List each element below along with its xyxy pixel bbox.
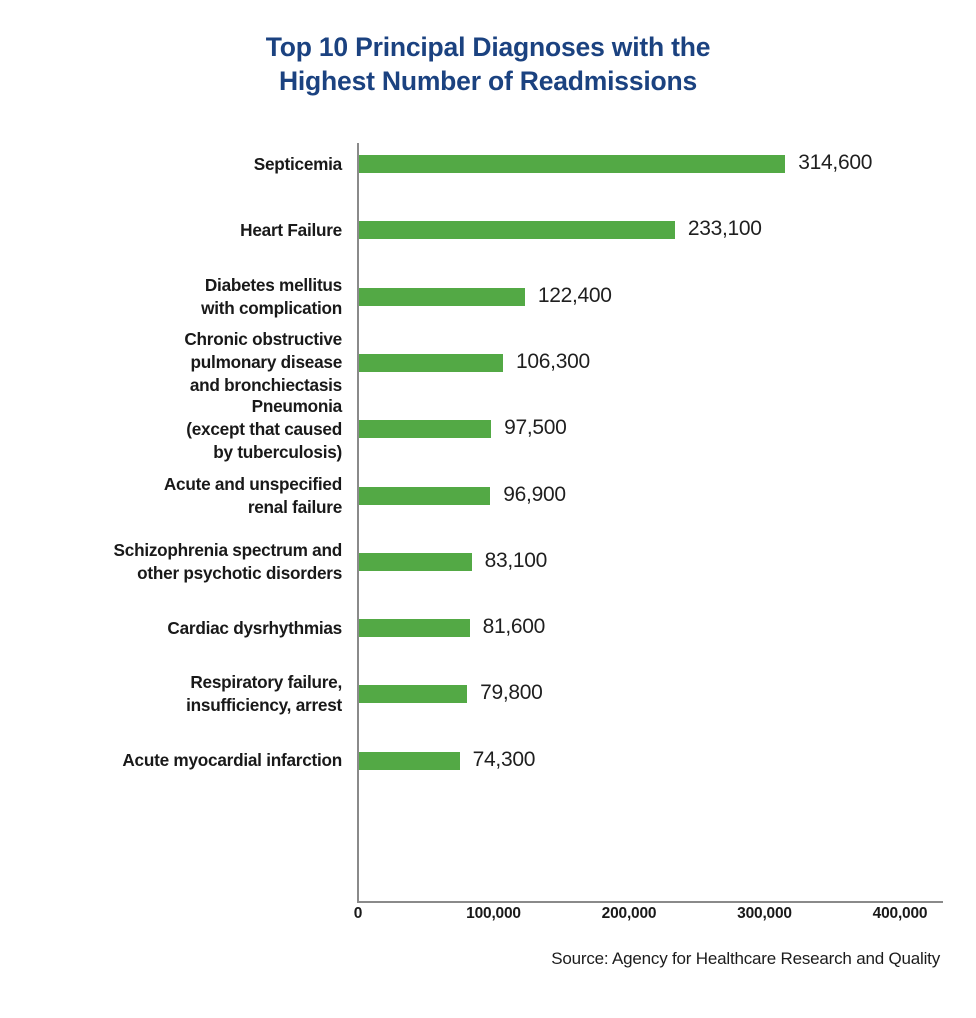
bar-row (0, 603, 976, 669)
bar-value-label: 79,800 (480, 681, 543, 705)
bar[interactable] (359, 221, 675, 239)
bar-category-label: Acute and unspecified renal failure (163, 473, 342, 517)
bar-value-label: 106,300 (516, 349, 590, 373)
bar[interactable] (359, 155, 785, 173)
bar[interactable] (359, 619, 470, 637)
x-axis-tick-label: 400,000 (872, 905, 928, 922)
bar-row (0, 736, 976, 802)
bar-row (0, 537, 976, 603)
bar-value-label: 122,400 (537, 283, 612, 307)
bar-category-label: Heart Failure (240, 219, 342, 240)
x-axis-tick-label: 300,000 (737, 905, 792, 922)
chart-title-line-2: Highest Number of Readmissions (278, 66, 698, 96)
bar[interactable] (359, 752, 460, 770)
bar[interactable] (359, 487, 490, 505)
bar-row (0, 205, 976, 271)
bar-value-label: 81,600 (482, 615, 545, 639)
bar-row (0, 395, 976, 470)
bar-value-label: 96,900 (503, 482, 566, 506)
chart-title-line-1: Top 10 Principal Diagnoses with the (265, 32, 711, 62)
bar-category-label: Chronic obstructive pulmonary disease and bronchiectasis (184, 329, 342, 396)
bar-category-label: Respiratory failure, insufficiency, arrest (186, 672, 342, 716)
bar-category-label: Schizophrenia spectrum and other psychotic disorders (113, 539, 342, 583)
bar-category-label: Cardiac dysrhythmias (167, 617, 342, 638)
bar[interactable] (359, 354, 503, 372)
bar-value-label: 74,300 (472, 747, 536, 771)
bar[interactable] (359, 553, 472, 571)
bar-category-label: Septicemia (253, 153, 342, 174)
x-axis-line (357, 901, 943, 903)
bar-category-label: Diabetes mellitus with complication (201, 274, 342, 318)
bar[interactable] (359, 420, 491, 438)
x-axis-tick-label: 0 (353, 905, 363, 922)
source-note: Source: Agency for Healthcare Research and Quality (551, 949, 940, 968)
bar-value-label: 97,500 (504, 416, 567, 440)
bar-value-label: 233,100 (687, 217, 762, 241)
bar-row (0, 139, 976, 205)
bar-row (0, 471, 976, 537)
bar-value-label: 314,600 (798, 151, 873, 174)
bar-category-label: Acute myocardial infarction (122, 750, 342, 771)
bar-category-label: Pneumonia (except that caused by tuberculosis) (186, 395, 342, 462)
bar-value-label: 83,100 (484, 548, 548, 572)
bar-row (0, 669, 976, 735)
x-axis-tick-label: 100,000 (466, 905, 521, 922)
bar[interactable] (359, 288, 525, 306)
bar[interactable] (359, 685, 467, 703)
x-axis-tick-label: 200,000 (601, 905, 657, 922)
